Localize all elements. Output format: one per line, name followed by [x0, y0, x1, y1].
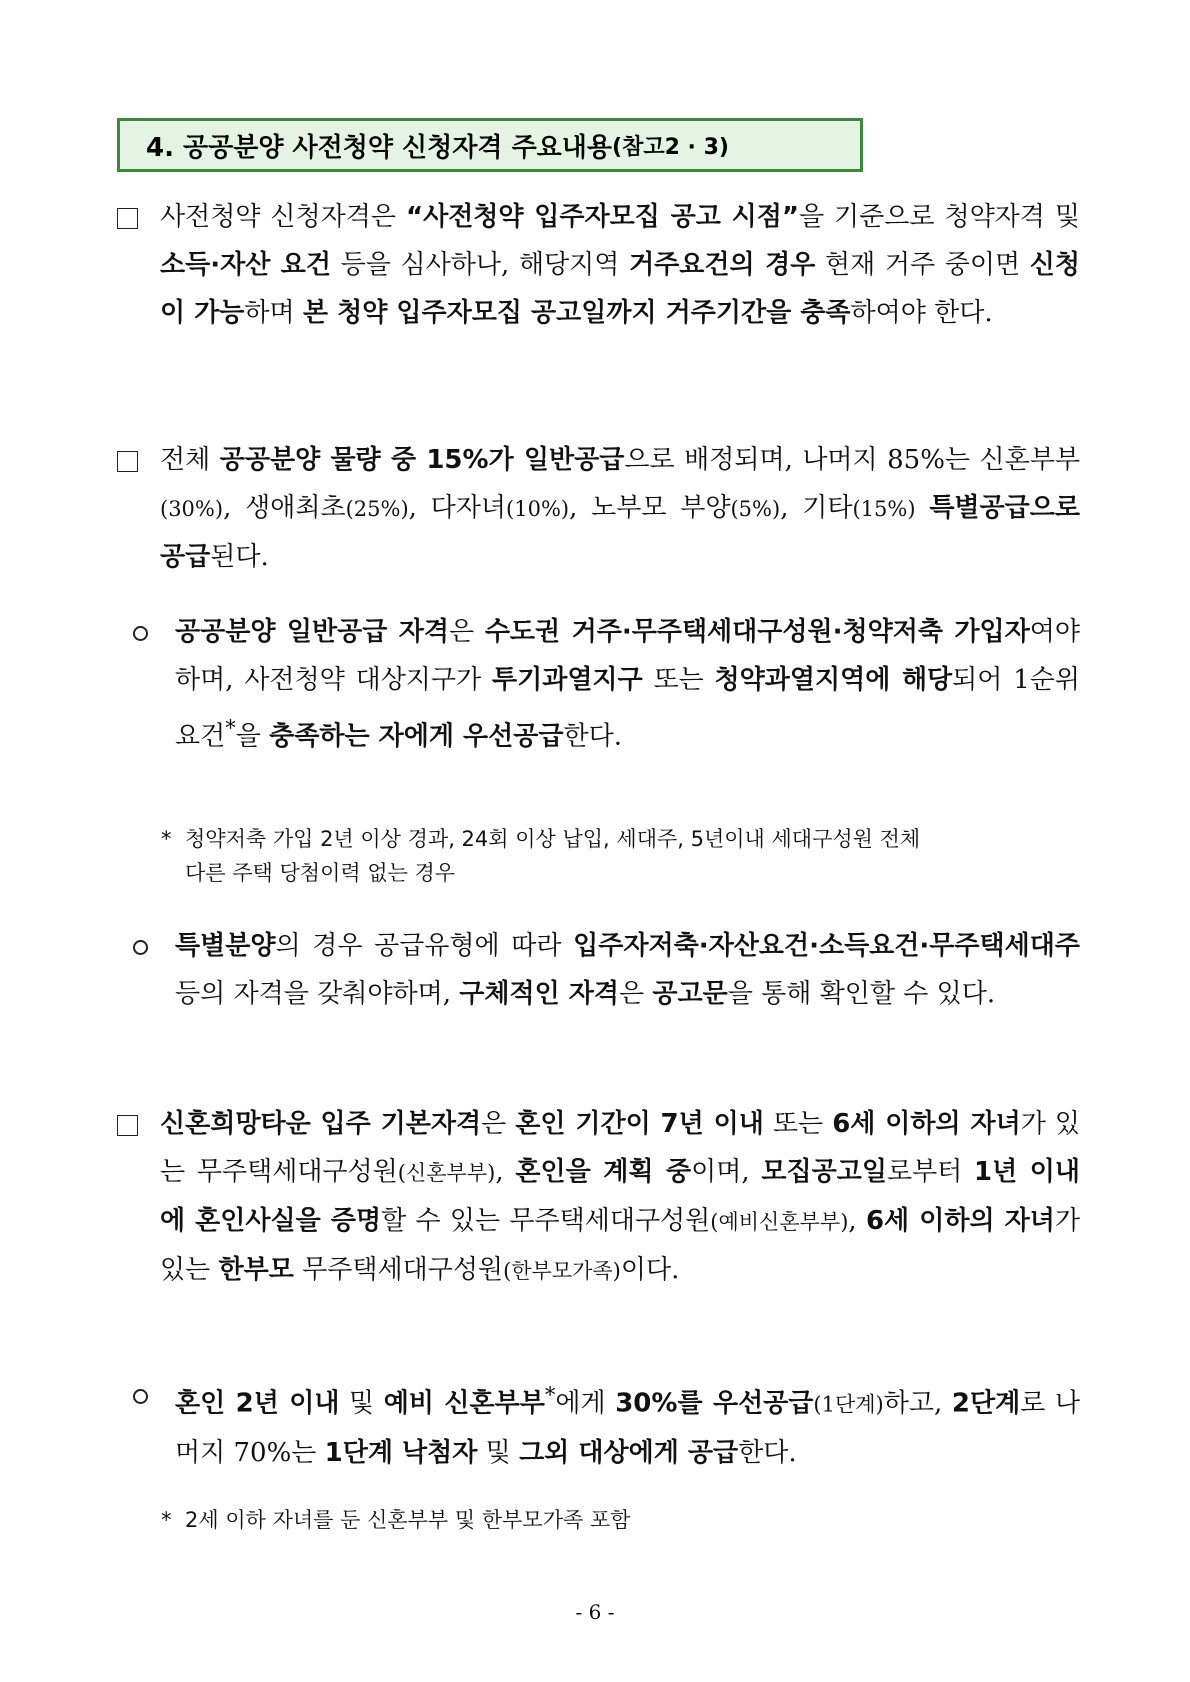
bold-text: 특별분양 [175, 931, 276, 961]
bold-text: 혼인 기간이 7년 이내 [515, 1109, 764, 1139]
bold-text: 그외 대상에게 공급 [519, 1437, 739, 1468]
text: 및 [339, 1388, 384, 1419]
text: 되어 1순위 요건 [175, 665, 1080, 752]
text: 된다. [210, 542, 269, 572]
small-text: (1단계) [813, 1392, 884, 1417]
section-title [117, 118, 863, 172]
text: , 노부모 부양 [569, 493, 731, 523]
square-bullet-1 [117, 208, 138, 229]
small-text: (예비신혼부부) [710, 1210, 849, 1234]
circle-bullet-2 [133, 940, 148, 955]
text: 하여야 한다. [850, 298, 993, 328]
bold-text: 수도권 거주·무주택세대구성원·청약저축 가입자 [484, 617, 1030, 647]
section-title-main: 4. 공공분양 사전청약 신청자격 주요내용 [146, 132, 613, 163]
bold-text: 한부모 [218, 1255, 294, 1285]
text: 여야 하며, 사전청약 대상지구가 [175, 617, 1080, 695]
footnote-star-2: * [161, 1508, 172, 1532]
text: , 다자녀 [408, 493, 507, 523]
bold-text: 공공분양 일반공급 자격 [175, 617, 450, 647]
text: 무주택세대구성원 [293, 1255, 504, 1285]
footnote-marker: * [544, 1383, 556, 1407]
bold-text: 30%를 우선공급 [615, 1388, 814, 1419]
footnote-marker: * [225, 716, 236, 740]
footnote-star-1: * [161, 827, 172, 851]
paragraph-general-supply [175, 608, 1080, 761]
text: 또는 [763, 1109, 833, 1139]
paragraph-newlywed-town [160, 1100, 1080, 1295]
bold-text: 예비 신혼부부 [383, 1388, 545, 1419]
text: 한다. [563, 721, 623, 752]
text: 등의 자격을 갖춰야하며, [175, 979, 460, 1009]
text: 에게 [555, 1388, 616, 1419]
bold-text: 1년 이내에 혼인사실을 증명 [160, 1157, 1081, 1236]
text: 을 통해 확인할 수 있다. [727, 979, 996, 1009]
bold-text: 청약과열지역에 해당 [714, 665, 953, 695]
text: 이며, [691, 1157, 762, 1187]
bold-text: 신혼희망타운 입주 기본자격 [160, 1109, 482, 1139]
text: 은 [481, 1109, 516, 1139]
circle-bullet-3 [133, 1389, 148, 1404]
small-text: (신혼부부) [397, 1161, 496, 1185]
bold-text: “사전청약 입주자모집 공고 시점” [405, 202, 799, 232]
text: 현재 거주 중이면 [815, 250, 1030, 280]
text: , [848, 1206, 866, 1236]
paragraph-special-supply [175, 922, 1080, 1018]
text: 로부터 [886, 1157, 975, 1187]
small-text: (25%) [345, 497, 409, 521]
text: 은 [618, 979, 653, 1009]
section-title-ref: (참고2 · 3) [612, 134, 729, 160]
text: 을 [235, 721, 270, 752]
text: 의 경우 공급유형에 따라 [275, 931, 574, 961]
footnote-1 [185, 822, 1085, 890]
bold-text: 신청이 가능 [160, 250, 1080, 328]
paragraph-eligibility [160, 193, 1080, 337]
circle-bullet-1 [133, 626, 148, 641]
small-text: (한부모가족) [503, 1259, 621, 1283]
text: 가 있는 무주택세대구성원 [160, 1109, 1080, 1187]
text: 사전청약 신청자격은 [160, 202, 406, 232]
bold-text: 입주자저축·자산요건·소득요건·무주택세대주 [573, 931, 1080, 961]
bold-text: 혼인을 계획 중 [515, 1157, 692, 1187]
small-text: (10%) [506, 497, 570, 521]
bold-text: 혼인 2년 이내 [175, 1388, 340, 1419]
bold-text: 구체적인 자격 [459, 979, 619, 1009]
text: , 생애최초 [223, 493, 346, 523]
small-text: (5%) [730, 497, 781, 521]
text: 및 [477, 1437, 520, 1468]
paragraph-supply-ratio [160, 436, 1080, 581]
bold-text: 6세 이하의 자녀 [832, 1109, 1021, 1139]
bold-text: 6세 이하의 자녀 [865, 1206, 1055, 1236]
bold-text: 투기과열지구 [491, 665, 643, 695]
text: 을 기준으로 청약자격 및 [798, 202, 1080, 232]
bold-text: 1단계 낙첨자 [324, 1437, 478, 1468]
text [916, 493, 930, 523]
bold-text: 거주요건의 경우 [629, 250, 816, 280]
footnote-line: 다른 주택 당첨이력 없는 경우 [185, 861, 456, 885]
bold-text: 본 청약 입주자모집 공고일까지 거주기간을 충족 [302, 298, 851, 328]
text: 하고, [883, 1388, 952, 1419]
text: , [495, 1157, 516, 1187]
text: 등을 심사하나, 해당지역 [331, 250, 630, 280]
text: 으로 배정되며, 나머지 85%는 신혼부부 [624, 445, 1080, 475]
footnote-2: 2세 이하 자녀를 둔 신혼부부 및 한부모가족 포함 [185, 1508, 631, 1532]
text: 한다. [738, 1437, 797, 1468]
small-text: (15%) [852, 497, 916, 521]
bold-text: 특별공급으로 공급 [160, 493, 1081, 572]
text: 할 수 있는 무주택세대구성원 [381, 1206, 711, 1236]
bold-text: 모집공고일 [761, 1157, 887, 1187]
bold-text: 2단계 [951, 1388, 1021, 1419]
text: 또는 [642, 665, 715, 695]
square-bullet-2 [117, 451, 138, 472]
square-bullet-3 [117, 1115, 138, 1136]
bold-text: 소득·자산 요건 [160, 250, 332, 280]
text: 로 나머지 70%는 [175, 1388, 1081, 1468]
page-number: - 6 - [575, 1600, 615, 1624]
text: 하며 [244, 298, 303, 328]
text: 가 있는 [160, 1206, 1080, 1285]
bold-text: 충족하는 자에게 우선공급 [269, 721, 564, 752]
text: 전체 [160, 445, 220, 475]
bold-text: 공공분양 물량 중 15%가 일반공급 [219, 445, 625, 475]
small-text: (30%) [160, 497, 224, 521]
footnote-line: 청약저축 가입 2년 이상 경과, 24회 이상 납입, 세대주, 5년이내 세대구성원 전체 [185, 827, 921, 851]
bold-text: 공고문 [652, 979, 728, 1009]
paragraph-priority-supply [175, 1371, 1080, 1477]
text: 이다. [620, 1255, 680, 1285]
text: 은 [449, 617, 485, 647]
text: , 기타 [780, 493, 853, 523]
